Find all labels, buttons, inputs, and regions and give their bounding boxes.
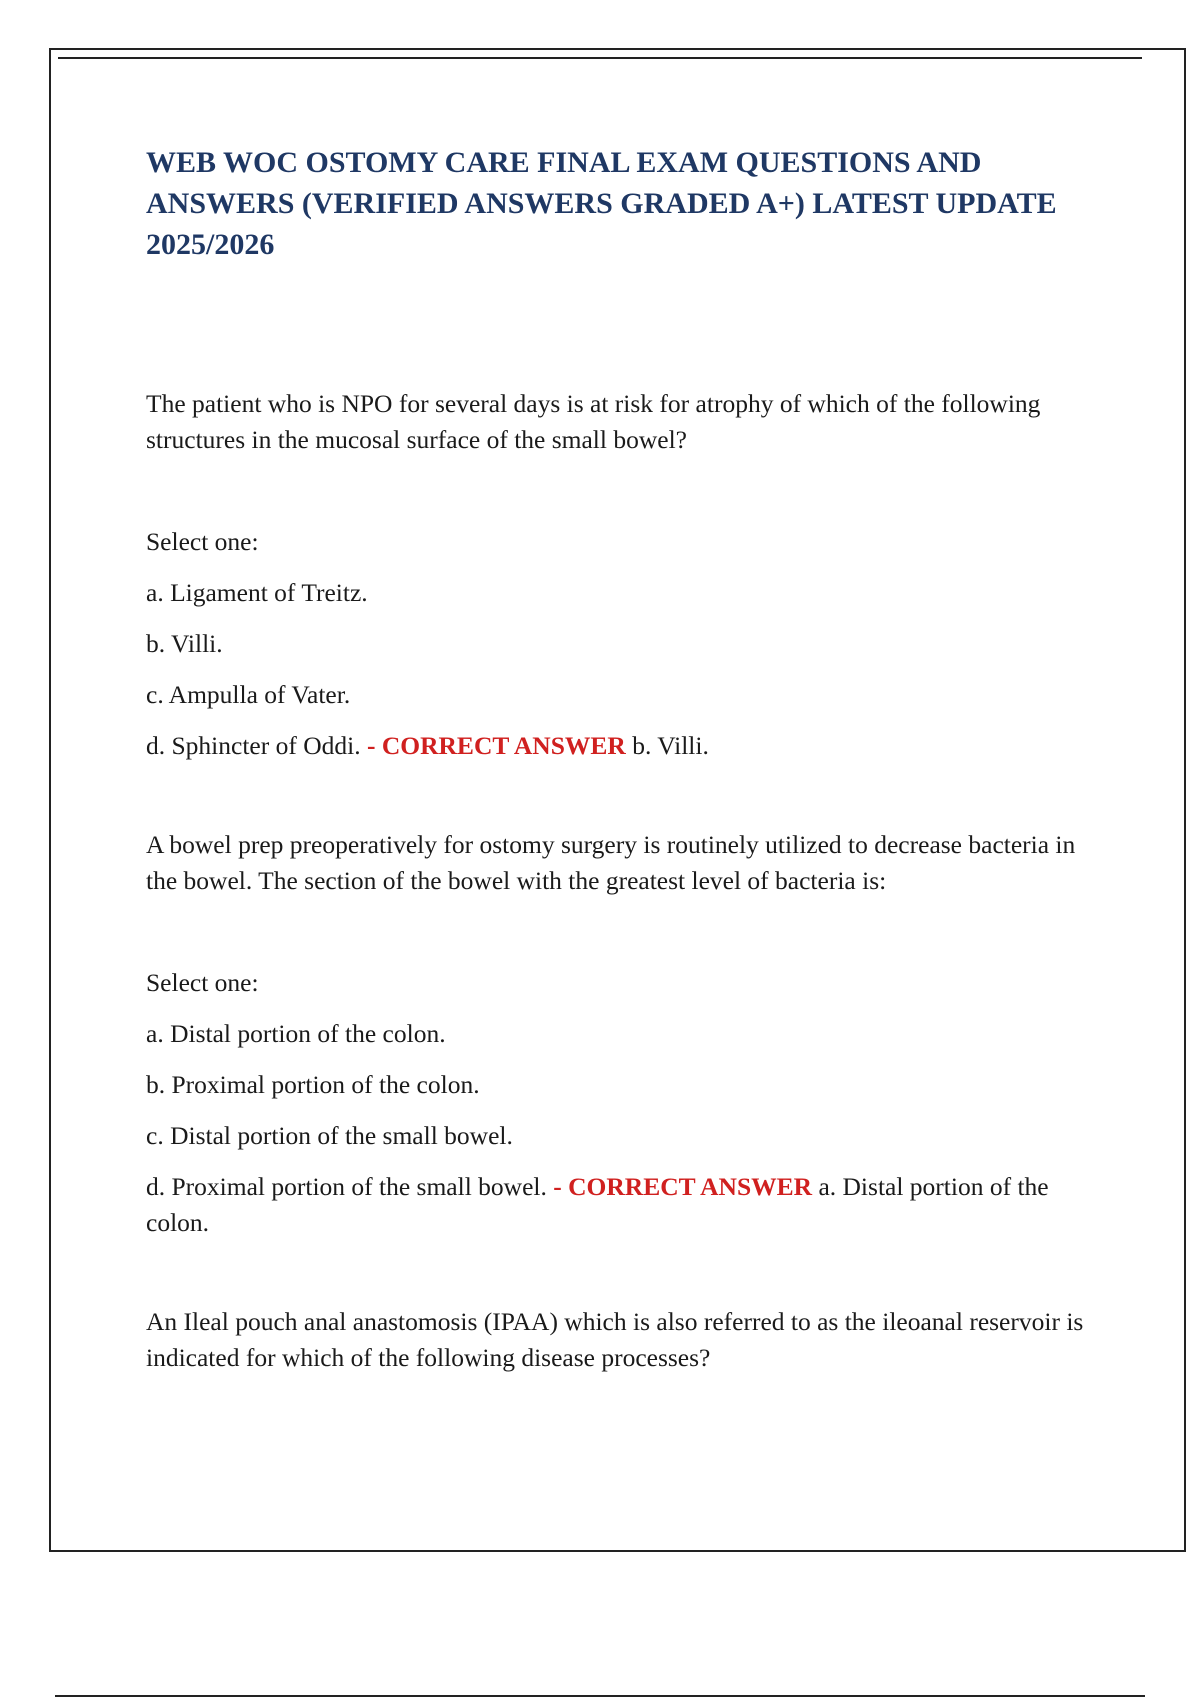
question-1-correct-answer: b. Villi. [632, 731, 709, 760]
question-2-option-c: c. Distal portion of the small bowel. [146, 1121, 513, 1150]
bottom-rule [55, 1695, 1145, 1697]
question-1-text: The patient who is NPO for several days is at risk for atrophy of which of the following structures in the mucosal surface of the small bowel? [146, 389, 1041, 454]
question-2-option-d: d. Proximal portion of the small bowel. [146, 1172, 547, 1201]
question-2-correct-label: - CORRECT ANSWER [553, 1172, 813, 1201]
question-2-option-d-row [146, 1169, 1086, 1241]
question-2-option-b: b. Proximal portion of the colon. [146, 1070, 480, 1099]
question-1-option-d-row [146, 728, 1086, 764]
question-1-correct-label: - CORRECT ANSWER [366, 731, 626, 760]
document-content [146, 142, 1086, 1376]
question-1-option-a: a. Ligament of Treitz. [146, 578, 368, 607]
question-3-text: An Ileal pouch anal anastomosis (IPAA) which is also referred to as the ileoanal reservoir is indicated for which of the following disease processes? [146, 1307, 1084, 1372]
question-1-option-c: c. Ampulla of Vater. [146, 680, 351, 709]
question-1-select-label: Select one: [146, 527, 259, 556]
question-2-correct-answer: a. Distal portion of the colon. [146, 1172, 1049, 1237]
question-2-option-a: a. Distal portion of the colon. [146, 1019, 446, 1048]
question-1-option-b: b. Villi. [146, 629, 223, 658]
document-title: WEB WOC OSTOMY CARE FINAL EXAM QUESTIONS AND ANSWERS (VERIFIED ANSWERS GRADED A+) LATEST UPDATE 2025/2026 [146, 146, 1057, 261]
question-1-option-d: d. Sphincter of Oddi. [146, 731, 361, 760]
top-rule [58, 57, 1142, 59]
question-2-text: A bowel prep preoperatively for ostomy surgery is routinely utilized to decrease bacteria in the bowel. The section of the bowel with the greatest level of bacteria is: [146, 830, 1076, 895]
question-2-select-label: Select one: [146, 968, 259, 997]
